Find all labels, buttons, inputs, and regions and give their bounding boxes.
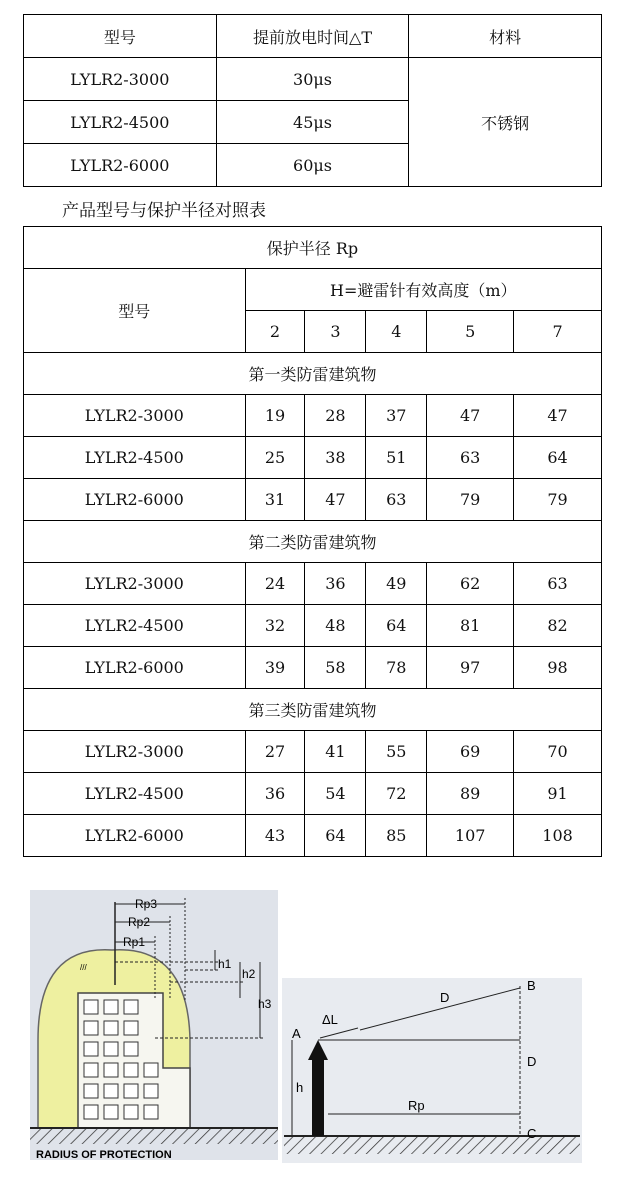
radius-value-cell: 78 — [366, 647, 427, 689]
window-icon — [144, 1063, 158, 1077]
window-icon — [124, 1084, 138, 1098]
point-a-label: A — [292, 1026, 301, 1041]
table-row — [24, 563, 602, 605]
window-icon — [84, 1042, 98, 1056]
protection-diagram — [30, 890, 590, 1170]
table-row — [24, 58, 602, 101]
header-model: 型号 — [24, 15, 217, 58]
table-row — [24, 605, 602, 647]
radius-value-cell: 47 — [427, 395, 514, 437]
radius-value-cell: 19 — [245, 395, 305, 437]
radius-value-cell: 25 — [245, 437, 305, 479]
radius-value-cell: 69 — [427, 731, 514, 773]
window-icon — [124, 1000, 138, 1014]
distance-d-top-label: D — [440, 990, 450, 1005]
table-row — [24, 479, 602, 521]
window-icon — [104, 1063, 118, 1077]
rod-mark-icon: /// — [80, 963, 87, 972]
radius-value-cell: 63 — [427, 437, 514, 479]
time-cell: 60μs — [216, 144, 409, 187]
delta-l-label: ΔL — [322, 1012, 338, 1027]
point-c-label: C — [527, 1126, 537, 1141]
rp3-label: Rp3 — [135, 897, 158, 911]
radius-value-cell: 24 — [245, 563, 305, 605]
height-h-label: h — [296, 1080, 304, 1095]
left-panel — [30, 890, 278, 1161]
header-height: H=避雷针有效高度（m） — [245, 269, 601, 311]
radius-value-cell: 31 — [245, 479, 305, 521]
radius-caption: RADIUS OF PROTECTION — [36, 1149, 172, 1161]
radius-value-cell: 39 — [245, 647, 305, 689]
window-icon — [104, 1105, 118, 1119]
height-value: 3 — [305, 311, 366, 353]
time-cell: 45μs — [216, 101, 409, 144]
window-icon — [84, 1063, 98, 1077]
radius-value-cell: 64 — [305, 815, 366, 857]
window-icon — [124, 1042, 138, 1056]
h2-label: h2 — [242, 967, 256, 981]
height-value: 5 — [427, 311, 514, 353]
radius-value-cell: 38 — [305, 437, 366, 479]
radius-value-cell: 97 — [427, 647, 514, 689]
radius-value-cell: 41 — [305, 731, 366, 773]
section-header: 第一类防雷建筑物 — [24, 353, 602, 395]
radius-value-cell: 82 — [514, 605, 602, 647]
radius-value-cell: 63 — [514, 563, 602, 605]
header-discharge-time: 提前放电时间△T — [216, 15, 409, 58]
radius-value-cell: 64 — [366, 605, 427, 647]
window-icon — [104, 1084, 118, 1098]
radius-value-cell: 72 — [366, 773, 427, 815]
height-value: 2 — [245, 311, 305, 353]
table-title: 保护半径 Rp — [24, 227, 602, 269]
h1-label: h1 — [218, 957, 232, 971]
model-cell: LYLR2-6000 — [24, 647, 246, 689]
window-icon — [84, 1105, 98, 1119]
radius-value-cell: 47 — [305, 479, 366, 521]
model-cell: LYLR2-6000 — [24, 815, 246, 857]
radius-value-cell: 37 — [366, 395, 427, 437]
radius-value-cell: 107 — [427, 815, 514, 857]
table-row — [24, 395, 602, 437]
radius-value-cell: 47 — [514, 395, 602, 437]
table-row — [24, 731, 602, 773]
radius-value-cell: 49 — [366, 563, 427, 605]
radius-value-cell: 36 — [305, 563, 366, 605]
window-icon — [84, 1084, 98, 1098]
model-cell: LYLR2-3000 — [24, 731, 246, 773]
radius-value-cell: 108 — [514, 815, 602, 857]
model-cell: LYLR2-6000 — [24, 479, 246, 521]
model-cell: LYLR2-4500 — [24, 437, 246, 479]
table-caption: 产品型号与保护半径对照表 — [62, 201, 266, 221]
radius-value-cell: 51 — [366, 437, 427, 479]
radius-value-cell: 89 — [427, 773, 514, 815]
window-icon — [104, 1000, 118, 1014]
model-cell: LYLR2-6000 — [24, 144, 217, 187]
rp-label: Rp — [408, 1098, 425, 1113]
window-icon — [104, 1021, 118, 1035]
model-cell: LYLR2-3000 — [24, 563, 246, 605]
material-table — [23, 14, 602, 187]
table-row — [24, 437, 602, 479]
rp2-label: Rp2 — [128, 915, 151, 929]
table-row — [24, 647, 602, 689]
radius-value-cell: 54 — [305, 773, 366, 815]
window-icon — [124, 1105, 138, 1119]
window-icon — [84, 1021, 98, 1035]
table-row — [24, 815, 602, 857]
radius-value-cell: 81 — [427, 605, 514, 647]
radius-value-cell: 98 — [514, 647, 602, 689]
model-cell: LYLR2-4500 — [24, 605, 246, 647]
radius-value-cell: 27 — [245, 731, 305, 773]
right-panel — [282, 978, 582, 1163]
table-row — [24, 773, 602, 815]
header-model: 型号 — [24, 269, 246, 353]
window-icon — [124, 1063, 138, 1077]
rp1-label: Rp1 — [123, 935, 146, 949]
radius-value-cell: 58 — [305, 647, 366, 689]
radius-value-cell: 48 — [305, 605, 366, 647]
radius-value-cell: 70 — [514, 731, 602, 773]
window-icon — [144, 1105, 158, 1119]
height-value: 7 — [514, 311, 602, 353]
window-icon — [144, 1084, 158, 1098]
material-cell: 不锈钢 — [409, 58, 602, 187]
radius-value-cell: 79 — [427, 479, 514, 521]
window-icon — [104, 1042, 118, 1056]
section-header: 第二类防雷建筑物 — [24, 521, 602, 563]
radius-value-cell: 32 — [245, 605, 305, 647]
radius-value-cell: 28 — [305, 395, 366, 437]
height-value: 4 — [366, 311, 427, 353]
time-cell: 30μs — [216, 58, 409, 101]
point-b-label: B — [527, 978, 536, 993]
model-cell: LYLR2-4500 — [24, 773, 246, 815]
h3-label: h3 — [258, 997, 272, 1011]
radius-value-cell: 64 — [514, 437, 602, 479]
radius-value-cell: 36 — [245, 773, 305, 815]
distance-d-side-label: D — [527, 1054, 537, 1069]
header-material: 材料 — [409, 15, 602, 58]
window-icon — [84, 1000, 98, 1014]
model-cell: LYLR2-3000 — [24, 395, 246, 437]
protection-radius-table — [23, 226, 602, 857]
radius-value-cell: 55 — [366, 731, 427, 773]
radius-value-cell: 85 — [366, 815, 427, 857]
model-cell: LYLR2-3000 — [24, 58, 217, 101]
radius-value-cell: 63 — [366, 479, 427, 521]
section-header: 第三类防雷建筑物 — [24, 689, 602, 731]
radius-value-cell: 91 — [514, 773, 602, 815]
model-cell: LYLR2-4500 — [24, 101, 217, 144]
radius-value-cell: 79 — [514, 479, 602, 521]
window-icon — [124, 1021, 138, 1035]
radius-value-cell: 62 — [427, 563, 514, 605]
radius-value-cell: 43 — [245, 815, 305, 857]
